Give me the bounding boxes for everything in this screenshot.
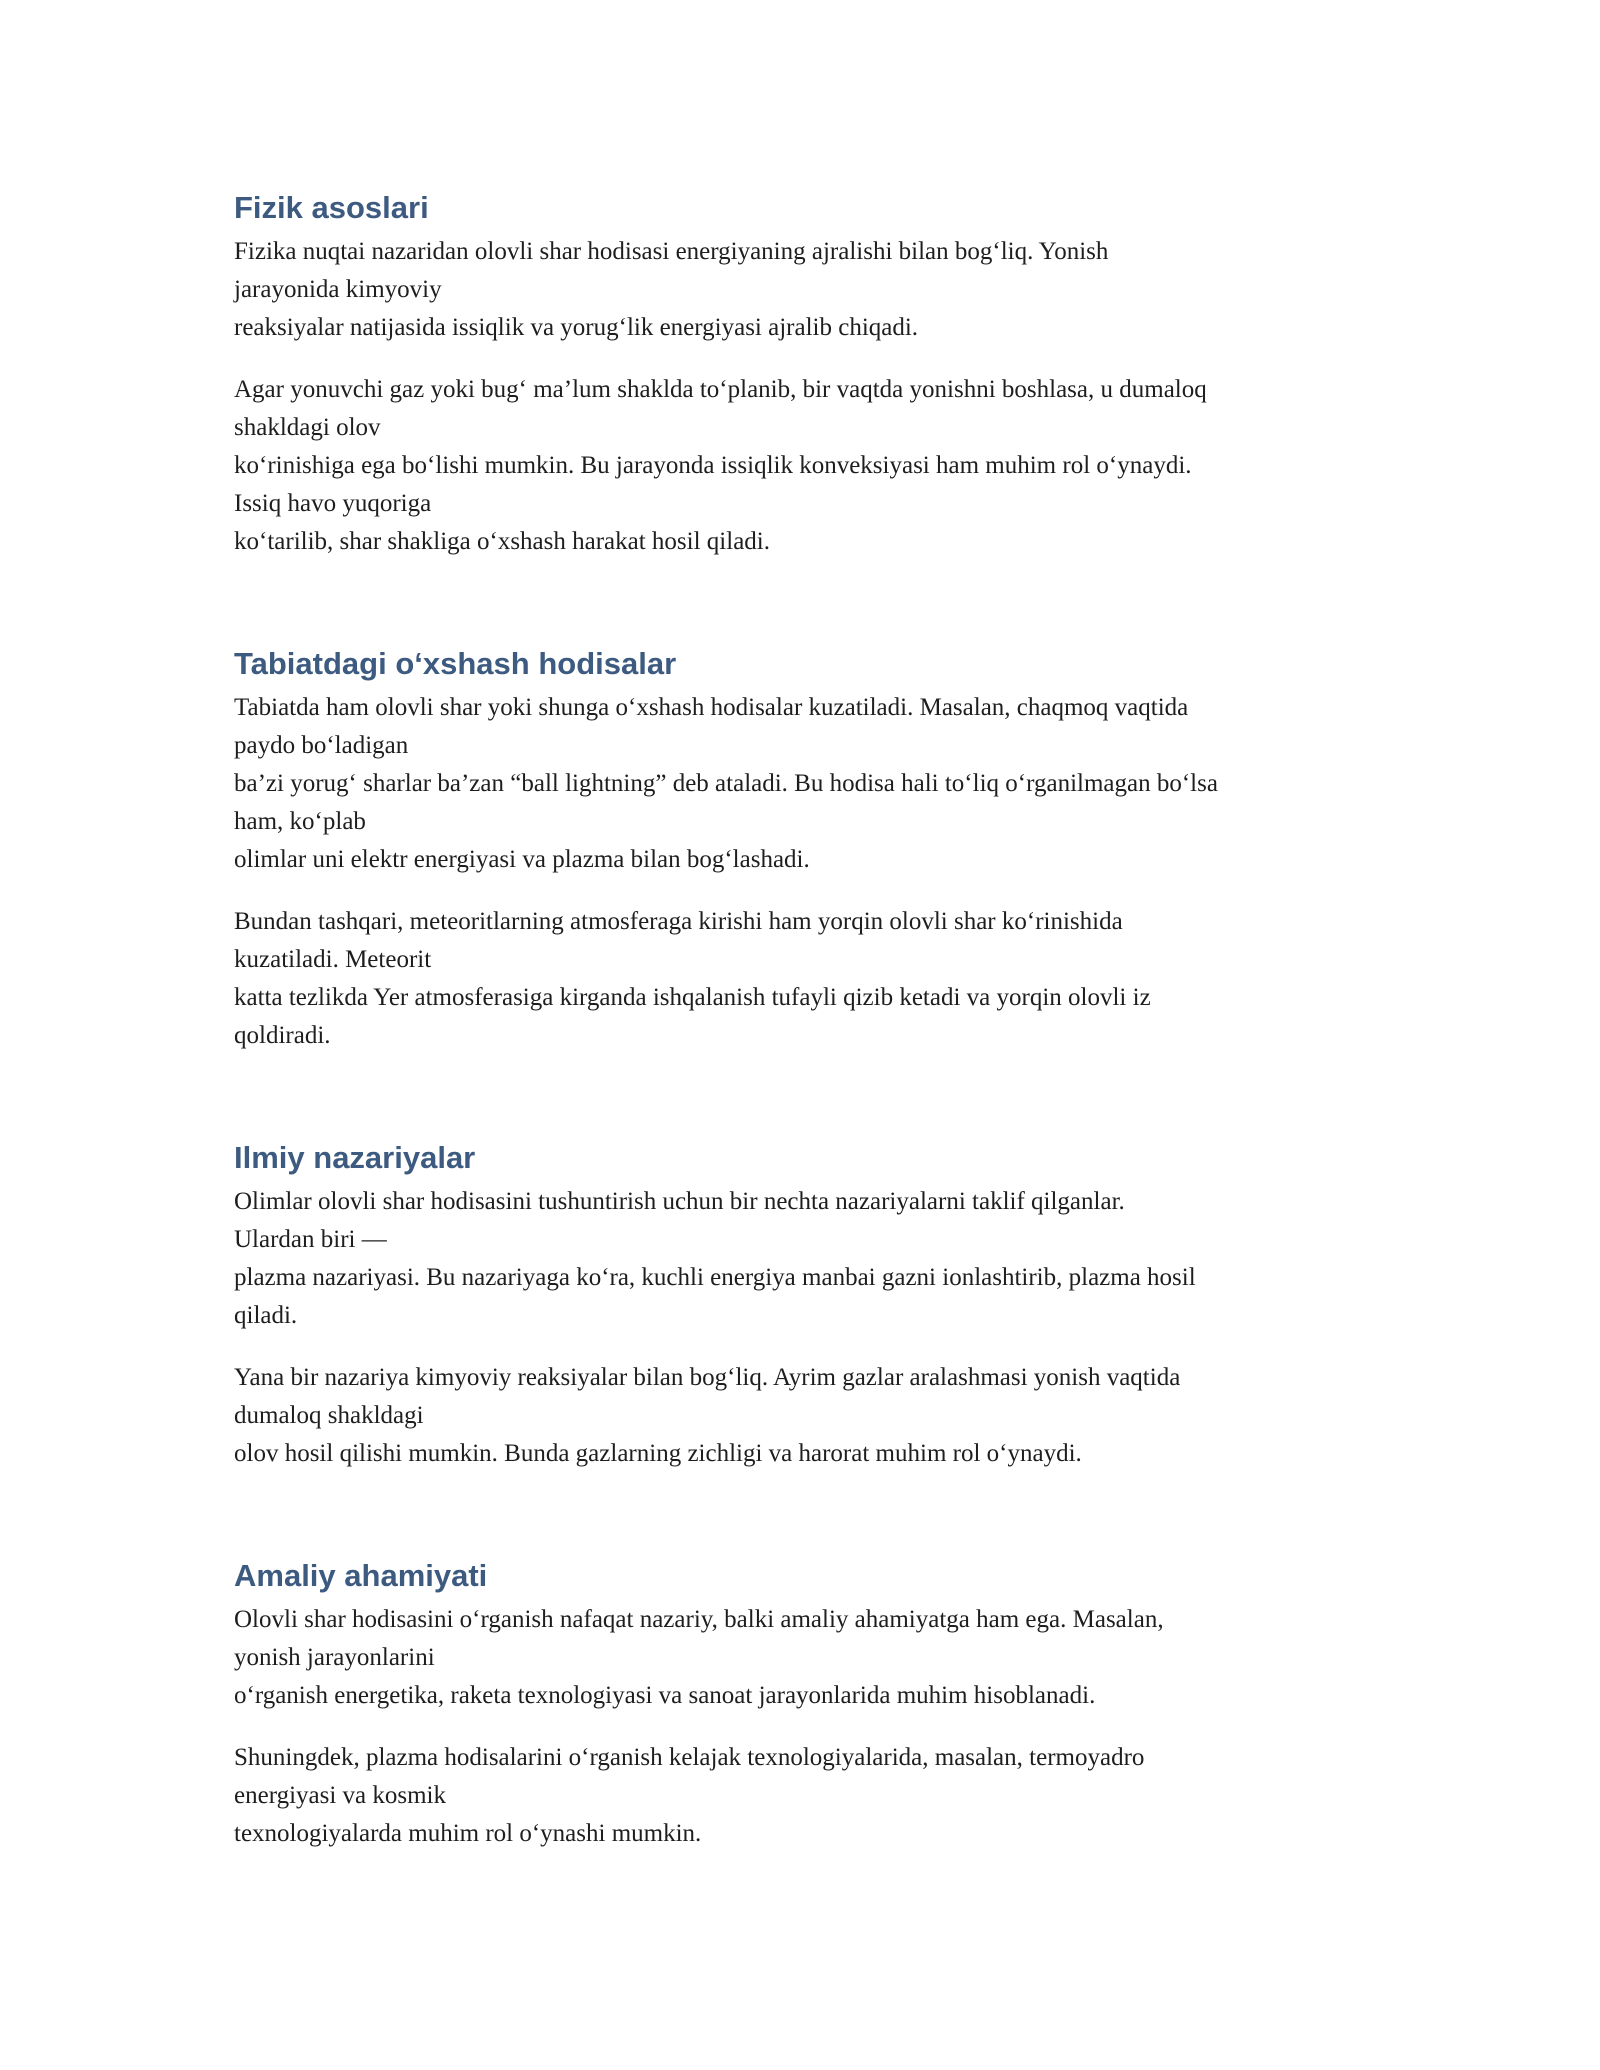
section-ilmiy-nazariyalar <box>234 1135 1414 1473</box>
text-line: dumaloq shakldagi <box>234 1402 424 1429</box>
text-line: Ulardan biri — <box>234 1226 387 1253</box>
section-amaliy-ahamiyati <box>234 1553 1414 1853</box>
document-page <box>234 185 1414 1933</box>
text-line: Issiq havo yuqoriga <box>234 490 432 517</box>
text-line: shakldagi olov <box>234 414 381 441</box>
paragraph <box>234 371 1414 561</box>
paragraph <box>234 1359 1414 1473</box>
text-line: Bundan tashqari, meteoritlarning atmosferaga kirishi ham yorqin olovli shar ko‘rinishida <box>234 908 1123 935</box>
text-line: kuzatiladi. Meteorit <box>234 946 432 973</box>
section-heading: Ilmiy nazariyalar <box>234 1140 476 1175</box>
section-heading: Amaliy ahamiyati <box>234 1558 488 1593</box>
text-line: olimlar uni elektr energiyasi va plazma bilan bog‘lashadi. <box>234 846 810 873</box>
paragraph <box>234 1183 1414 1335</box>
text-line: Olimlar olovli shar hodisasini tushuntirish uchun bir nechta nazariyalarni taklif qilganlar. <box>234 1188 1125 1215</box>
text-line: Olovli shar hodisasini o‘rganish nafaqat nazariy, balki amaliy ahamiyatga ham ega. Masalan, <box>234 1606 1164 1633</box>
text-line: Fizika nuqtai nazaridan olovli shar hodisasi energiyaning ajralishi bilan bog‘liq. Yonish <box>234 238 1109 265</box>
text-line: ba’zi yorug‘ sharlar ba’zan “ball lightning” deb ataladi. Bu hodisa hali to‘liq o‘rganilmagan bo‘lsa <box>234 770 1218 797</box>
section-tabiatdagi-hodisalar <box>234 641 1414 1055</box>
section-heading: Fizik asoslari <box>234 190 429 225</box>
text-line: ko‘tarilib, shar shakliga o‘xshash harakat hosil qiladi. <box>234 528 770 555</box>
text-line: jarayonida kimyoviy <box>234 276 442 303</box>
text-line: texnologiyalarda muhim rol o‘ynashi mumkin. <box>234 1820 702 1847</box>
text-line: Yana bir nazariya kimyoviy reaksiyalar bilan bog‘liq. Ayrim gazlar aralashmasi yonish vaqtida <box>234 1364 1181 1391</box>
text-line: qiladi. <box>234 1302 298 1329</box>
text-line: ham, ko‘plab <box>234 808 366 835</box>
text-line: olov hosil qilishi mumkin. Bunda gazlarning zichligi va harorat muhim rol o‘ynaydi. <box>234 1440 1082 1467</box>
text-line: reaksiyalar natijasida issiqlik va yorug‘lik energiyasi ajralib chiqadi. <box>234 314 919 341</box>
paragraph <box>234 903 1414 1055</box>
text-line: o‘rganish energetika, raketa texnologiyasi va sanoat jarayonlarida muhim hisoblanadi. <box>234 1682 1096 1709</box>
text-line: plazma nazariyasi. Bu nazariyaga ko‘ra, kuchli energiya manbai gazni ionlashtirib, plazma hosil <box>234 1264 1196 1291</box>
paragraph <box>234 689 1414 879</box>
text-line: Tabiatda ham olovli shar yoki shunga o‘xshash hodisalar kuzatiladi. Masalan, chaqmoq vaqtida <box>234 694 1189 721</box>
text-line: katta tezlikda Yer atmosferasiga kirganda ishqalanish tufayli qizib ketadi va yorqin olovli iz <box>234 984 1151 1011</box>
text-line: qoldiradi. <box>234 1022 331 1049</box>
paragraph <box>234 1601 1414 1715</box>
text-line: yonish jarayonlarini <box>234 1644 435 1671</box>
text-line: Shuningdek, plazma hodisalarini o‘rganish kelajak texnologiyalarida, masalan, termoyadro <box>234 1744 1145 1771</box>
section-heading: Tabiatdagi o‘xshash hodisalar <box>234 646 677 681</box>
section-fizik-asoslari <box>234 185 1414 561</box>
text-line: energiyasi va kosmik <box>234 1782 446 1809</box>
paragraph <box>234 233 1414 347</box>
text-line: ko‘rinishiga ega bo‘lishi mumkin. Bu jarayonda issiqlik konveksiyasi ham muhim rol o‘ynaydi. <box>234 452 1192 479</box>
text-line: Agar yonuvchi gaz yoki bug‘ ma’lum shaklda to‘planib, bir vaqtda yonishni boshlasa, u dumaloq <box>234 376 1207 403</box>
paragraph <box>234 1739 1414 1853</box>
text-line: paydo bo‘ladigan <box>234 732 409 759</box>
